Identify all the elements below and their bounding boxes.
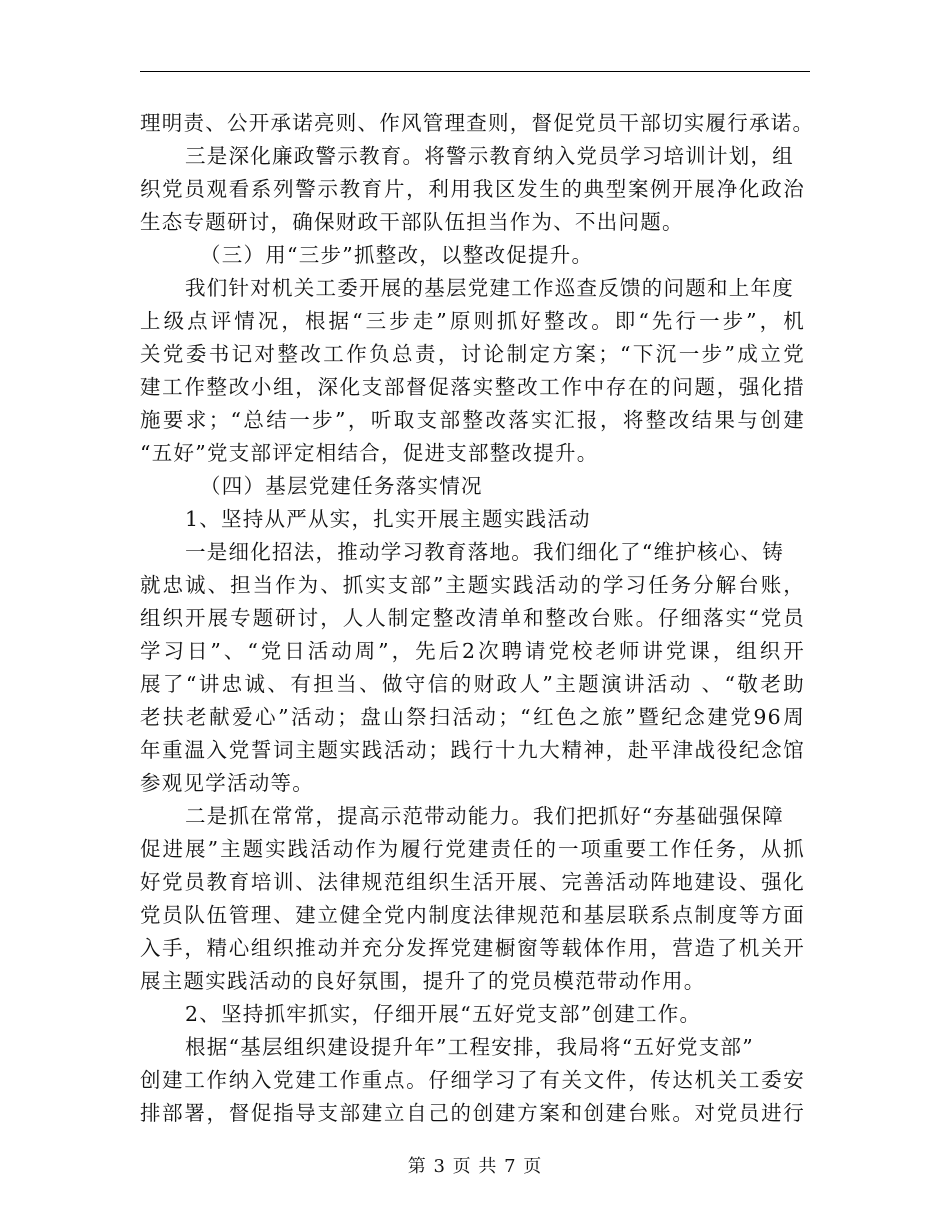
text-line: 就忠诚、担当作为、抓实支部”主题实践活动的学习任务分解台账， (140, 573, 805, 597)
text-line: 排部署，督促指导支部建立自己的创建方案和创建台账。对党员进行 (140, 1101, 805, 1125)
subsection-heading: 1、坚持从严从实，扎实开展主题实践活动 (185, 507, 591, 531)
text-line: 展主题实践活动的良好氛围，提升了的党员模范带动作用。 (140, 969, 706, 993)
text-line: “五好”党支部评定相结合，促进支部整改提升。 (140, 441, 599, 465)
text-line: 学习日”、“党日活动周”，先后2次聘请党校老师讲党课，组织开 (140, 639, 805, 663)
text-line: 一是细化招法，推动学习教育落地。我们细化了“维护核心、铸 (185, 540, 784, 564)
subsection-heading: 2、坚持抓牢抓实，仔细开展“五好党支部”创建工作。 (185, 1002, 702, 1026)
text-line: 入手，精心组织推动并充分发挥党建橱窗等载体作用，营造了机关开 (140, 936, 805, 960)
text-line: 关党委书记对整改工作负总责，讨论制定方案；“下沉一步”成立党 (140, 342, 805, 366)
text-line: 施要求；“总结一步”，听取支部整改落实汇报，将整改结果与创建 (140, 408, 805, 432)
document-body (140, 107, 815, 1130)
text-line: 二是抓在常常，提高示范带动能力。我们把抓好“夯基础强保障 (185, 804, 784, 828)
text-line: 根据“基层组织建设提升年”工程安排，我局将“五好党支部” (185, 1035, 754, 1059)
text-line: 创建工作纳入党建工作重点。仔细学习了有关文件，传达机关工委安 (140, 1068, 805, 1092)
text-line: 年重温入党誓词主题实践活动；践行十九大精神，赴平津战役纪念馆 (140, 738, 805, 762)
section-heading: （三）用“三步”抓整改，以整改促提升。 (200, 243, 594, 267)
text-line: 党员队伍管理、建立健全党内制度法律规范和基层联系点制度等方面 (140, 903, 805, 927)
text-line: 促进展”主题实践活动作为履行党建责任的一项重要工作任务，从抓 (140, 837, 805, 861)
header-rule (140, 71, 810, 72)
text-line: 三是深化廉政警示教育。将警示教育纳入党员学习培训计划，组 (185, 144, 794, 168)
page-footer: 第 3 页 共 7 页 (407, 1156, 543, 1177)
text-line: 建工作整改小组，深化支部督促落实整改工作中存在的问题，强化措 (140, 375, 805, 399)
section-heading: （四）基层党建任务落实情况 (200, 474, 483, 498)
text-line: 组织开展专题研讨，人人制定整改清单和整改台账。仔细落实“党员 (140, 606, 805, 630)
text-line: 参观见学活动等。 (140, 771, 314, 795)
text-line: 好党员教育培训、法律规范组织生活开展、完善活动阵地建设、强化 (140, 870, 805, 894)
text-line: 生态专题研讨，确保财政干部队伍担当作为、不出问题。 (140, 210, 684, 234)
text-line: 我们针对机关工委开展的基层党建工作巡查反馈的问题和上年度 (185, 276, 794, 300)
text-line: 老扶老献爱心”活动；盘山祭扫活动；“红色之旅”暨纪念建党96周 (140, 705, 805, 729)
text-line: 理明责、公开承诺亮则、作风管理查则，督促党员干部切实履行承诺。 (140, 111, 815, 135)
text-line: 织党员观看系列警示教育片，利用我区发生的典型案例开展净化政治 (140, 177, 805, 201)
text-line: 上级点评情况，根据“三步走”原则抓好整改。即“先行一步”，机 (140, 309, 805, 333)
text-line: 展了“讲忠诚、有担当、做守信的财政人”主题演讲活动 、“敬老助 (140, 672, 805, 696)
